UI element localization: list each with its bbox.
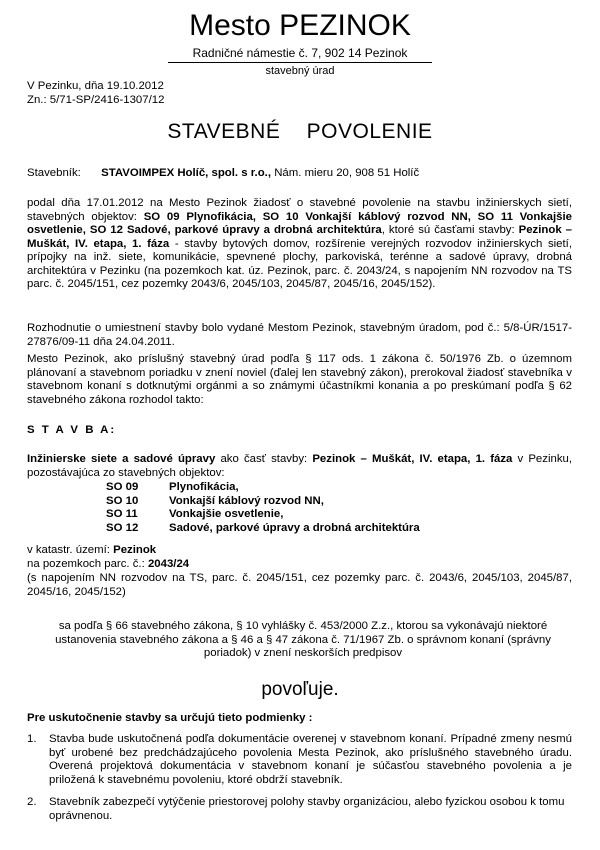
stavba-lead-text: ako časť stavby: bbox=[215, 453, 313, 465]
authority-paragraph: Mesto Pezinok, ako príslušný stavebný úrad podľa § 117 ods. 1 zákona č. 50/1976 Zb. o územnom plánovaní a stavebnom poriadku v znení noviel (ďalej len stavebný zákon), prerokoval žiadosť stavebníka v stavebnom konaní s dotknutými orgánmi a so známymi účastníkmi konania a po preskúmaní podľa § 62 stavebného zákona rozhodol takto: bbox=[27, 353, 572, 406]
condition-number: 2. bbox=[27, 796, 37, 808]
condition-number: 1. bbox=[27, 733, 37, 745]
document-title: STAVEBNÉ POVOLENIE bbox=[167, 120, 433, 143]
intro-text-2: , ktoré sú časťami stavby: bbox=[381, 224, 519, 236]
city-address: Radničné námestie č. 7, 902 14 Pezinok bbox=[192, 46, 408, 60]
header-divider bbox=[168, 62, 432, 63]
intro-paragraph bbox=[27, 197, 572, 292]
object-item bbox=[106, 522, 546, 536]
object-name: Plynofikácia, bbox=[169, 481, 239, 493]
object-item bbox=[106, 508, 546, 522]
cadastre-value: Pezinok bbox=[113, 544, 157, 556]
condition-text: Stavba bude uskutočnená podľa dokumentácie overenej v stavebnom konaní. Prípadné zmeny nesmú byť urobené bez predchádzajúceho povolenia Mesta Pezinok, ako príslušného stavebného úradu. Overená projektová dokumentácia v stavebnom konaní je súčasťou stavebného povolenia a je priložená k stavebnému povoleniu, ktoré obdrží stavebník. bbox=[49, 733, 572, 786]
location-decision-paragraph: Rozhodnutie o umiestnení stavby bolo vydané Mestom Pezinok, stavebným úradom, pod č.: 5/8-ÚR/1517-27876/09-11 dňa 24.04.2011. bbox=[27, 322, 572, 348]
city-name: PEZINOK bbox=[279, 9, 411, 42]
object-name: Vonkajšie osvetlenie, bbox=[169, 508, 284, 520]
cadastre-label: v katastr. území: bbox=[27, 544, 114, 556]
object-item bbox=[106, 481, 546, 495]
stavba-heading: S T A V B A: bbox=[27, 424, 117, 436]
object-name: Vonkajší káblový rozvod NN, bbox=[169, 494, 324, 507]
decision-word: povoľuje. bbox=[261, 679, 339, 700]
condition-item bbox=[27, 796, 572, 823]
intro-project-name: Pezinok – Muškát, IV. etapa, 1. fáza bbox=[27, 224, 572, 250]
condition-item bbox=[27, 733, 572, 787]
parcel-note: (s napojením NN rozvodov na TS, parc. č. 2045/151, cez pozemky parc. č. 2043/6, 2045/103, 2045/87, 2045/16, 2045/152) bbox=[27, 572, 572, 598]
intro-text-3: - stavby bytových domov, rozšírenie verejných rozvodov inžinierskych sietí, prípojky na inž. siete, komunikácie, spevnené plochy, parkoviská, terénne a sadové úpravy, drobná architektúra v Pezinku (na pozemkoch kat. úz. Pezinok, parc. č. 2043/24, s napojením NN rozvodov na TS parc. č. 2045/151, cez pozemky 2043/6, 2045/103, 2045/87, 2045/16, 2045/152). bbox=[27, 237, 573, 290]
parcel-line bbox=[27, 558, 572, 572]
builder-address: Nám. mieru 20, 908 51 Holíč bbox=[274, 167, 420, 179]
city-prefix: Mesto bbox=[189, 9, 271, 42]
object-code: SO 10 bbox=[106, 494, 139, 507]
office-name: stavebný úrad bbox=[265, 65, 335, 77]
object-code: SO 12 bbox=[106, 521, 139, 534]
intro-text-1: podal dňa 17.01.2012 na Mesto Pezinok žiadosť o stavebné povolenie na stavbu inžinierskych sietí, stavebných objektov: bbox=[27, 197, 572, 223]
parcel-label: na pozemkoch parc. č.: bbox=[27, 558, 148, 570]
file-number: Zn.: 5/71-SP/2416-1307/12 bbox=[27, 94, 165, 106]
object-code: SO 09 bbox=[106, 481, 139, 493]
stavba-description bbox=[27, 453, 572, 480]
cadastre-line bbox=[27, 544, 572, 558]
parcel-value: 2043/24 bbox=[147, 558, 190, 570]
stavba-lead: Inžinierske siete a sadové úpravy bbox=[27, 453, 216, 465]
stavba-project-name: Pezinok – Muškát, IV. etapa, 1. fáza bbox=[312, 453, 513, 465]
stavba-lead-text-2: v Pezinku, pozostávajúca zo stavebných objektov: bbox=[27, 453, 573, 479]
object-name: Sadové, parkové úpravy a drobná architektúra bbox=[169, 521, 420, 534]
city-title bbox=[0, 9, 600, 43]
place-date: V Pezinku, dňa 19.10.2012 bbox=[27, 80, 164, 92]
condition-text: Stavebník zabezpečí vytýčenie priestorovej polohy stavby organizáciou, alebo fyzickou osobou k tomu oprávnenou. bbox=[49, 796, 565, 822]
builder-name: STAVOIMPEX Holíč, spol. s r.o., bbox=[101, 167, 272, 179]
objects-list bbox=[106, 481, 546, 535]
legal-basis: sa podľa § 66 stavebného zákona, § 10 vyhlášky č. 453/2000 Z.z., ktorou sa vykonávajú niektoré ustanovenia stavebného zákona a § 46 a § 47 zákona č. 71/1967 Zb. o správnom konaní (správny poriadok) v znení neskorších predpisov bbox=[55, 620, 551, 659]
builder-line bbox=[27, 167, 587, 181]
builder-label: Stavebník: bbox=[27, 167, 81, 179]
conditions-heading: Pre uskutočnenie stavby sa určujú tieto podmienky : bbox=[27, 712, 313, 724]
conditions-list bbox=[27, 733, 572, 823]
object-code: SO 11 bbox=[106, 508, 138, 520]
object-item bbox=[106, 495, 546, 509]
intro-objects: SO 09 Plynofikácia, SO 10 Vonkajší káblový rozvod NN, SO 11 Vonkajšie osvetlenie, SO 12 Sadové, parkové úpravy a drobná architektúra bbox=[27, 210, 572, 236]
